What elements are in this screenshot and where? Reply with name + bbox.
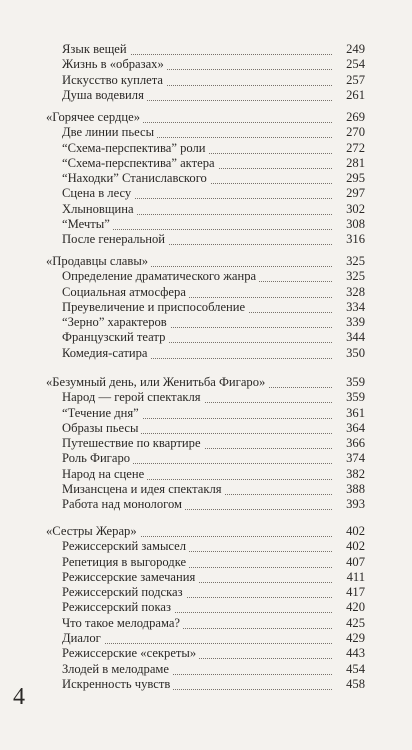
toc-entry-title: Народ — герой спектакля bbox=[62, 390, 204, 404]
toc-subentry bbox=[0, 406, 412, 421]
toc-entry-title: Роль Фигаро bbox=[62, 451, 133, 465]
toc-entry-page: 269 bbox=[346, 110, 365, 124]
toc-subentry bbox=[0, 585, 412, 600]
toc-subentry bbox=[0, 497, 412, 512]
toc-subentry bbox=[0, 269, 412, 284]
toc-entry-title: Комедия-сатира bbox=[62, 346, 151, 360]
toc-entry-page: 402 bbox=[346, 524, 365, 538]
toc-subentry bbox=[0, 330, 412, 345]
toc-entry-title: Сцена в лесу bbox=[62, 186, 134, 200]
toc-entry-page: 429 bbox=[346, 631, 365, 646]
toc-entry-title: Репетиция в выгородке bbox=[62, 555, 189, 569]
toc-entry-page: 295 bbox=[346, 171, 365, 186]
toc-entry-page: 308 bbox=[346, 217, 365, 232]
toc-entry-title: Работа над монологом bbox=[62, 497, 185, 511]
toc-entry-title: «Сестры Жерар» bbox=[46, 524, 140, 538]
toc-subentry bbox=[0, 631, 412, 646]
toc-entry-title: Преувеличение и приспособление bbox=[62, 300, 248, 314]
toc-entry-page: 420 bbox=[346, 600, 365, 615]
toc-entry-page: 257 bbox=[346, 72, 365, 87]
toc-subentry bbox=[0, 300, 412, 315]
toc-entry-title: “Схема-перспектива” роли bbox=[62, 141, 209, 155]
toc-entry-page: 297 bbox=[346, 186, 365, 201]
toc-entry-title: Режиссерские «секреты» bbox=[62, 646, 199, 660]
toc-entry-page: 339 bbox=[346, 315, 365, 330]
toc-entry-page: 364 bbox=[346, 420, 365, 435]
toc-subentry bbox=[0, 57, 412, 72]
toc-entry-page: 417 bbox=[346, 585, 365, 600]
toc-entry-page: 411 bbox=[346, 569, 365, 584]
toc-entry-page: 374 bbox=[346, 451, 365, 466]
toc-entry-title: “Мечты” bbox=[62, 217, 113, 231]
toc-entry-title: “Зерно” характеров bbox=[62, 315, 170, 329]
toc-subentry bbox=[0, 570, 412, 585]
toc-entry-title: Диалог bbox=[62, 631, 104, 645]
toc-subentry bbox=[0, 285, 412, 300]
toc-entry-title: “Течение дня” bbox=[62, 406, 142, 420]
toc-entry-title: Две линии пьесы bbox=[62, 125, 157, 139]
toc-entry-page: 393 bbox=[346, 497, 365, 512]
toc-entry-title: Образы пьесы bbox=[62, 421, 141, 435]
toc-entry-page: 325 bbox=[346, 269, 365, 284]
toc-subentry bbox=[0, 421, 412, 436]
toc-entry-page: 254 bbox=[346, 57, 365, 72]
toc-entry-page: 270 bbox=[346, 125, 365, 140]
toc-entry-title: Мизансцена и идея спектакля bbox=[62, 482, 225, 496]
toc-subentry bbox=[0, 662, 412, 677]
toc-subentry bbox=[0, 346, 412, 361]
toc-entry-page: 359 bbox=[346, 375, 365, 389]
toc-entry-page: 359 bbox=[346, 390, 365, 405]
toc-entry-title: Душа водевиля bbox=[62, 88, 147, 102]
toc-entry-title: Злодей в мелодраме bbox=[62, 662, 172, 676]
toc-entry-title: «Безумный день, или Женитьба Фигаро» bbox=[46, 375, 268, 389]
toc-subentry bbox=[0, 156, 412, 171]
toc-entry-page: 316 bbox=[346, 232, 365, 247]
toc-subentry bbox=[0, 171, 412, 186]
toc-subentry bbox=[0, 390, 412, 405]
toc-subentry bbox=[0, 482, 412, 497]
page-number: 4 bbox=[13, 684, 25, 710]
toc-subentry bbox=[0, 232, 412, 247]
toc-entry-page: 302 bbox=[346, 201, 365, 216]
toc-entry-title: Определение драматического жанра bbox=[62, 269, 259, 283]
toc-subentry bbox=[0, 186, 412, 201]
toc-entry-title: Социальная атмосфера bbox=[62, 285, 189, 299]
toc-chapter-entry bbox=[0, 524, 412, 539]
toc-entry-page: 272 bbox=[346, 140, 365, 155]
toc-subentry bbox=[0, 451, 412, 466]
toc-entry-page: 458 bbox=[346, 676, 365, 691]
toc-subentry bbox=[0, 436, 412, 451]
toc-entry-page: 334 bbox=[346, 299, 365, 314]
toc-entry-page: 328 bbox=[346, 284, 365, 299]
toc-section bbox=[0, 524, 412, 692]
toc-subentry bbox=[0, 315, 412, 330]
toc-entry-title: Режиссерские замечания bbox=[62, 570, 198, 584]
toc-entry-page: 366 bbox=[346, 436, 365, 451]
toc-subentry bbox=[0, 202, 412, 217]
toc-subentry bbox=[0, 600, 412, 615]
toc-entry-page: 454 bbox=[346, 661, 365, 676]
toc-entry-title: Язык вещей bbox=[62, 42, 130, 56]
toc-subentry bbox=[0, 73, 412, 88]
toc-subentry bbox=[0, 125, 412, 140]
toc-entry-title: Французский театр bbox=[62, 330, 168, 344]
toc-subentry bbox=[0, 646, 412, 661]
toc-subentry bbox=[0, 42, 412, 57]
toc-entry-page: 344 bbox=[346, 330, 365, 345]
toc-section bbox=[0, 375, 412, 513]
toc-subentry bbox=[0, 88, 412, 103]
toc-entry-title: «Горячее сердце» bbox=[46, 110, 143, 124]
toc-subentry bbox=[0, 467, 412, 482]
toc-entry-page: 407 bbox=[346, 554, 365, 569]
toc-entry-page: 325 bbox=[346, 254, 365, 268]
toc-subentry bbox=[0, 217, 412, 232]
toc-chapter-entry bbox=[0, 110, 412, 125]
toc-subentry bbox=[0, 539, 412, 554]
toc-entry-page: 361 bbox=[346, 405, 365, 420]
toc-entry-title: Хлыновщина bbox=[62, 202, 137, 216]
toc-section bbox=[0, 42, 412, 103]
toc-entry-title: Режиссерский показ bbox=[62, 600, 174, 614]
toc-entry-title: Жизнь в «образах» bbox=[62, 57, 167, 71]
toc-entry-page: 443 bbox=[346, 646, 365, 661]
toc-entry-title: Режиссерский подсказ bbox=[62, 585, 186, 599]
toc-chapter-entry bbox=[0, 254, 412, 269]
toc-entry-page: 281 bbox=[346, 155, 365, 170]
toc-entry-title: Народ на сцене bbox=[62, 467, 147, 481]
toc-entry-page: 350 bbox=[346, 345, 365, 360]
toc-entry-title: После генеральной bbox=[62, 232, 168, 246]
toc-subentry bbox=[0, 677, 412, 692]
toc-entry-title: “Находки” Станиславского bbox=[62, 171, 210, 185]
toc-section bbox=[0, 110, 412, 248]
toc-section bbox=[0, 254, 412, 361]
toc-entry-page: 425 bbox=[346, 615, 365, 630]
toc-entry-page: 402 bbox=[346, 539, 365, 554]
toc-entry-title: Режиссерский замысел bbox=[62, 539, 189, 553]
toc-subentry bbox=[0, 555, 412, 570]
toc-entry-page: 388 bbox=[346, 482, 365, 497]
toc-subentry bbox=[0, 616, 412, 631]
toc-entry-page: 382 bbox=[346, 466, 365, 481]
toc-entry-page: 261 bbox=[346, 87, 365, 102]
toc-entry-title: «Продавцы славы» bbox=[46, 254, 151, 268]
toc-entry-title: Что такое мелодрама? bbox=[62, 616, 183, 630]
toc-entry-title: Искусство куплета bbox=[62, 73, 166, 87]
toc-entry-title: Искренность чувств bbox=[62, 677, 173, 691]
toc-subentry bbox=[0, 141, 412, 156]
toc-entry-page: 249 bbox=[346, 42, 365, 56]
toc-entry-title: Путешествие по квартире bbox=[62, 436, 204, 450]
toc-entry-title: “Схема-перспектива” актера bbox=[62, 156, 218, 170]
toc-chapter-entry bbox=[0, 375, 412, 390]
